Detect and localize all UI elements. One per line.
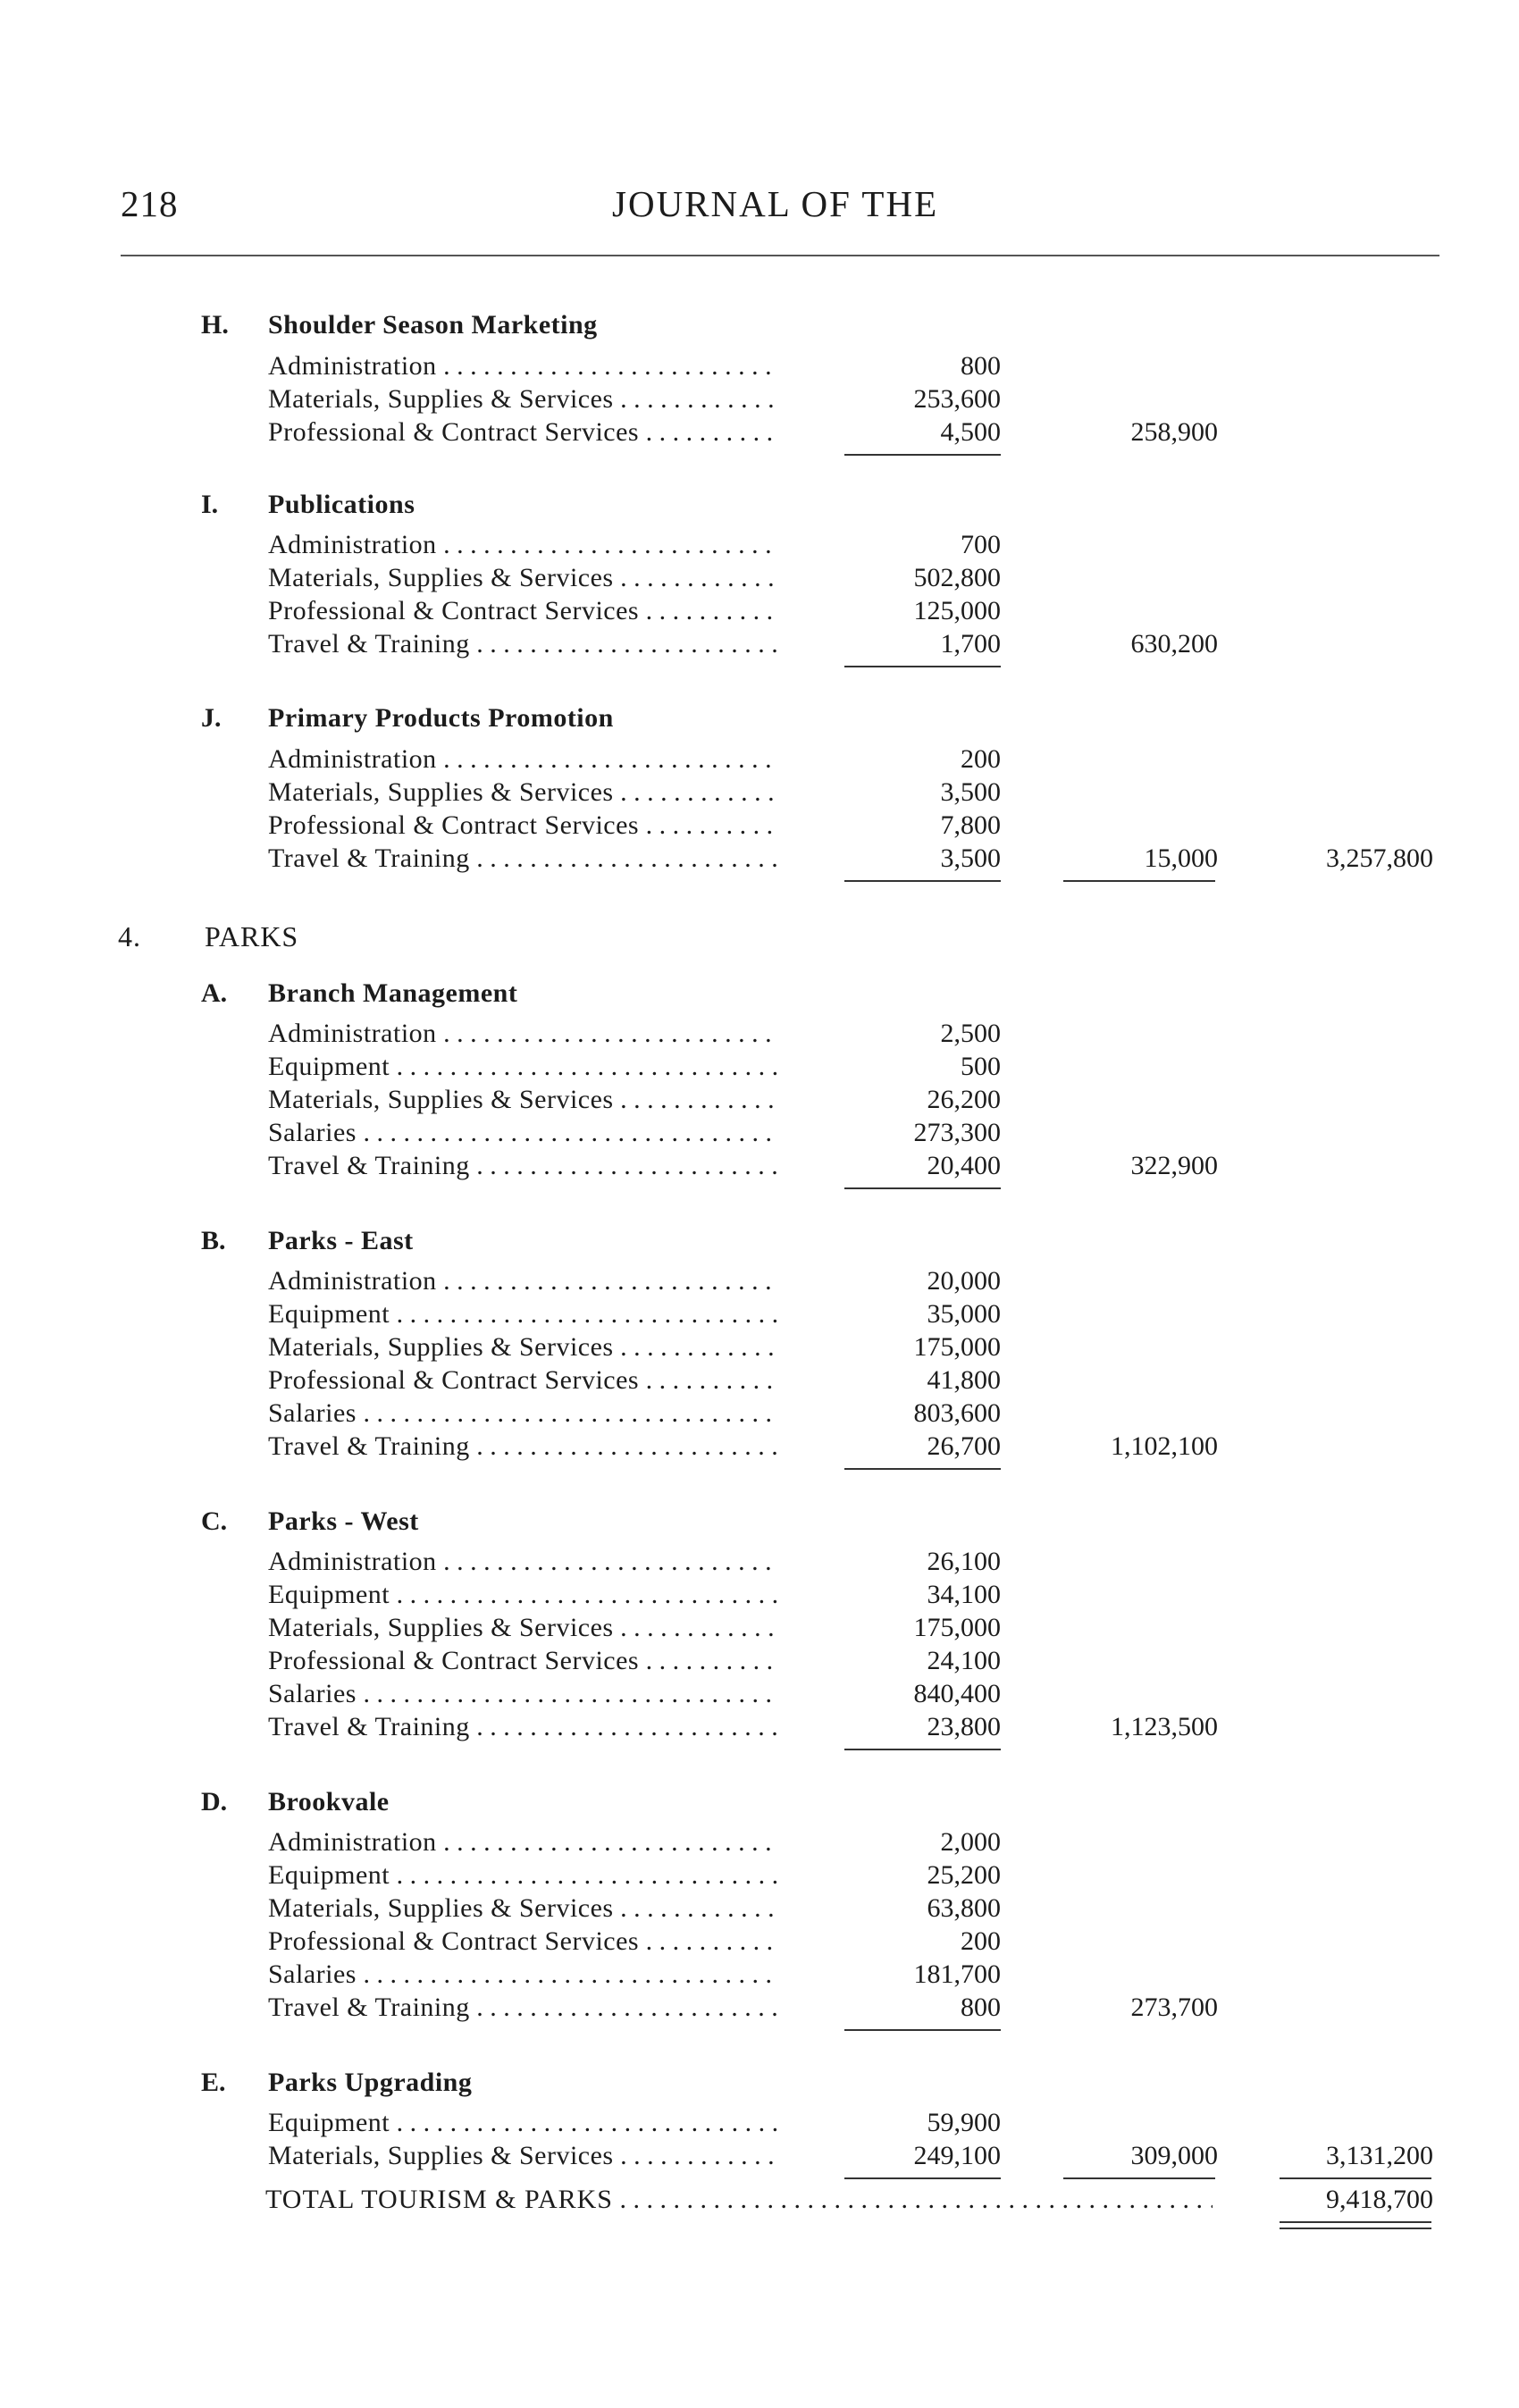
line-item-label: Professional & Contract Services . . .: [268, 1646, 777, 1676]
table-row: [0, 1959, 1519, 1993]
subtotal-amount: 322,900: [1130, 1151, 1218, 1180]
table-row: [0, 1019, 1519, 1053]
line-item-label: Administration . . .: [268, 1547, 777, 1577]
table-row: [0, 1431, 1519, 1465]
table-row: [0, 563, 1519, 597]
line-item-amount: 175,000: [913, 1332, 1001, 1362]
line-item-label: Professional & Contract Services . . .: [268, 596, 777, 626]
line-item-amount: 175,000: [913, 1613, 1001, 1642]
subsection-heading-i: [0, 490, 1519, 525]
line-item-amount: 125,000: [913, 596, 1001, 625]
table-row: [0, 777, 1519, 811]
grand-total-label: TOTAL TOURISM & PARKS . . .: [265, 2185, 1213, 2215]
subsection-letter: H.: [201, 310, 229, 340]
line-item-amount: 700: [961, 530, 1001, 559]
line-item-amount: 20,400: [927, 1151, 1001, 1180]
grand-total-row: [0, 2185, 1519, 2219]
line-item-label: Equipment . . .: [268, 2108, 777, 2138]
subsection-letter: A.: [201, 978, 228, 1008]
subsection-heading-b: [0, 1226, 1519, 1262]
table-row: [0, 810, 1519, 844]
line-item-amount: 800: [961, 1993, 1001, 2022]
subtotal-amount: 258,900: [1130, 417, 1218, 447]
underline-rule: [844, 454, 1001, 456]
table-row: [0, 1613, 1519, 1647]
line-item-label: Materials, Supplies & Services . . .: [268, 777, 777, 808]
subsection-letter: E.: [201, 2068, 226, 2097]
line-item-amount: 7,800: [940, 810, 1001, 840]
line-item-amount: 2,500: [940, 1019, 1001, 1048]
subsection-heading-e: [0, 2068, 1519, 2103]
page-header: [0, 0, 1519, 259]
page-number: 218: [121, 183, 179, 224]
line-item-amount: 26,700: [927, 1431, 1001, 1461]
underline-rule: [844, 2177, 1001, 2179]
subsection-letter: B.: [201, 1226, 226, 1255]
underline-rule: [844, 1468, 1001, 1470]
table-row: [0, 1580, 1519, 1614]
underline-rule: [1063, 2177, 1215, 2179]
subtotal-amount: 273,700: [1130, 1993, 1218, 2022]
table-row: [0, 1085, 1519, 1119]
line-item-amount: 26,200: [927, 1085, 1001, 1114]
table-row: [0, 1398, 1519, 1432]
section-total-amount: 3,131,200: [1326, 2141, 1433, 2170]
line-item-label: Equipment . . .: [268, 1299, 777, 1330]
line-item-amount: 35,000: [927, 1299, 1001, 1329]
subsection-heading-h: [0, 310, 1519, 346]
subsection-title: Brookvale: [268, 1787, 390, 1816]
line-item-amount: 2,000: [940, 1827, 1001, 1857]
line-item-label: Travel & Training . . .: [268, 629, 777, 659]
table-row: [0, 1893, 1519, 1927]
underline-rule: [844, 880, 1001, 882]
underline-rule: [1280, 2177, 1431, 2179]
line-item-amount: 1,700: [940, 629, 1001, 659]
line-item-label: Equipment . . .: [268, 1580, 777, 1610]
underline-rule: [844, 1187, 1001, 1189]
underline-rule: [844, 666, 1001, 667]
line-item-label: Travel & Training . . .: [268, 1431, 777, 1462]
table-row: [0, 2141, 1519, 2175]
table-row: [0, 1151, 1519, 1185]
table-row: [0, 1266, 1519, 1300]
section-title: PARKS: [205, 920, 299, 952]
line-item-amount: 200: [961, 1926, 1001, 1956]
subtotal-amount: 1,102,100: [1111, 1431, 1218, 1461]
line-item-label: Materials, Supplies & Services . . .: [268, 1332, 777, 1363]
section-number: 4.: [118, 920, 141, 952]
subtotal-amount: 1,123,500: [1111, 1712, 1218, 1741]
table-row: [0, 1926, 1519, 1960]
line-item-label: Travel & Training . . .: [268, 843, 777, 874]
line-item-amount: 23,800: [927, 1712, 1001, 1741]
line-item-label: Travel & Training . . .: [268, 1712, 777, 1742]
table-row: [0, 1332, 1519, 1366]
subsection-title: Parks - East: [268, 1226, 414, 1255]
line-item-label: Materials, Supplies & Services . . .: [268, 384, 777, 415]
section-total-amount: 3,257,800: [1326, 843, 1433, 873]
line-item-label: Equipment . . .: [268, 1860, 777, 1891]
line-item-label: Professional & Contract Services . . .: [268, 417, 777, 448]
line-item-amount: 181,700: [913, 1959, 1001, 1989]
subsection-letter: D.: [201, 1787, 228, 1816]
line-item-amount: 24,100: [927, 1646, 1001, 1675]
table-row: [0, 1118, 1519, 1152]
subsection-heading-a: [0, 978, 1519, 1014]
line-item-amount: 840,400: [913, 1679, 1001, 1708]
line-item-amount: 34,100: [927, 1580, 1001, 1609]
line-item-amount: 59,900: [927, 2108, 1001, 2137]
table-row: [0, 1299, 1519, 1333]
line-item-label: Salaries . . .: [268, 1679, 777, 1709]
line-item-label: Equipment . . .: [268, 1052, 777, 1082]
line-item-amount: 803,600: [913, 1398, 1001, 1428]
section-heading-parks: [118, 920, 299, 953]
table-row: [0, 384, 1519, 418]
table-row: [0, 417, 1519, 451]
line-item-amount: 800: [961, 351, 1001, 381]
table-row: [0, 843, 1519, 877]
line-item-amount: 20,000: [927, 1266, 1001, 1296]
subsection-title: Parks Upgrading: [268, 2068, 473, 2097]
subtotal-amount: 309,000: [1130, 2141, 1218, 2170]
line-item-label: Materials, Supplies & Services . . .: [268, 563, 777, 593]
line-item-amount: 4,500: [940, 417, 1001, 447]
subsection-title: Primary Products Promotion: [268, 703, 614, 733]
table-row: [0, 744, 1519, 778]
line-item-label: Salaries . . .: [268, 1398, 777, 1429]
line-item-label: Materials, Supplies & Services . . .: [268, 1085, 777, 1115]
line-item-label: Materials, Supplies & Services . . .: [268, 1613, 777, 1643]
underline-rule: [1063, 880, 1215, 882]
table-row: [0, 1646, 1519, 1680]
line-item-amount: 25,200: [927, 1860, 1001, 1890]
line-item-label: Professional & Contract Services . . .: [268, 1926, 777, 1957]
subsection-letter: J.: [201, 703, 222, 733]
subsection-title: Shoulder Season Marketing: [268, 310, 598, 340]
line-item-amount: 3,500: [940, 843, 1001, 873]
line-item-label: Administration . . .: [268, 530, 777, 560]
line-item-label: Administration . . .: [268, 1266, 777, 1296]
double-rule-top: [1280, 2221, 1431, 2223]
journal-title: JOURNAL OF THE: [612, 183, 939, 224]
table-row: [0, 1679, 1519, 1713]
table-row: [0, 1712, 1519, 1746]
table-row: [0, 629, 1519, 663]
line-item-amount: 41,800: [927, 1365, 1001, 1395]
underline-rule: [844, 2029, 1001, 2031]
subtotal-amount: 630,200: [1130, 629, 1218, 659]
subsection-heading-c: [0, 1506, 1519, 1542]
line-item-label: Travel & Training . . .: [268, 1151, 777, 1181]
subsection-letter: I.: [201, 490, 219, 519]
table-row: [0, 1860, 1519, 1894]
subsection-title: Publications: [268, 490, 415, 519]
line-item-amount: 253,600: [913, 384, 1001, 414]
table-row: [0, 596, 1519, 630]
line-item-label: Materials, Supplies & Services . . .: [268, 1893, 777, 1924]
line-item-label: Administration . . .: [268, 351, 777, 382]
subsection-title: Branch Management: [268, 978, 518, 1008]
line-item-amount: 3,500: [940, 777, 1001, 807]
line-item-amount: 273,300: [913, 1118, 1001, 1147]
table-row: [0, 1365, 1519, 1399]
subsection-heading-j: [0, 703, 1519, 739]
line-item-label: Salaries . . .: [268, 1959, 777, 1990]
header-rule: [121, 255, 1439, 256]
table-row: [0, 1827, 1519, 1861]
line-item-amount: 200: [961, 744, 1001, 774]
line-item-label: Travel & Training . . .: [268, 1993, 777, 2023]
grand-total-amount: 9,418,700: [1326, 2185, 1433, 2214]
double-rule-bottom: [1280, 2228, 1431, 2229]
line-item-amount: 500: [961, 1052, 1001, 1081]
table-row: [0, 530, 1519, 564]
line-item-label: Administration . . .: [268, 744, 777, 775]
line-item-amount: 249,100: [913, 2141, 1001, 2170]
line-item-label: Salaries . . .: [268, 1118, 777, 1148]
table-row: [0, 2108, 1519, 2142]
table-row: [0, 351, 1519, 385]
line-item-amount: 26,100: [927, 1547, 1001, 1576]
table-row: [0, 1993, 1519, 2026]
subsection-letter: C.: [201, 1506, 228, 1536]
subsection-title: Parks - West: [268, 1506, 419, 1536]
table-row: [0, 1547, 1519, 1581]
line-item-label: Professional & Contract Services . . .: [268, 1365, 777, 1396]
line-item-label: Professional & Contract Services . . .: [268, 810, 777, 841]
underline-rule: [844, 1749, 1001, 1750]
table-row: [0, 1052, 1519, 1086]
line-item-amount: 63,800: [927, 1893, 1001, 1923]
line-item-label: Administration . . .: [268, 1827, 777, 1858]
subtotal-amount: 15,000: [1144, 843, 1218, 873]
subsection-heading-d: [0, 1787, 1519, 1823]
line-item-label: Administration . . .: [268, 1019, 777, 1049]
line-item-amount: 502,800: [913, 563, 1001, 592]
line-item-label: Materials, Supplies & Services . . .: [268, 2141, 777, 2171]
